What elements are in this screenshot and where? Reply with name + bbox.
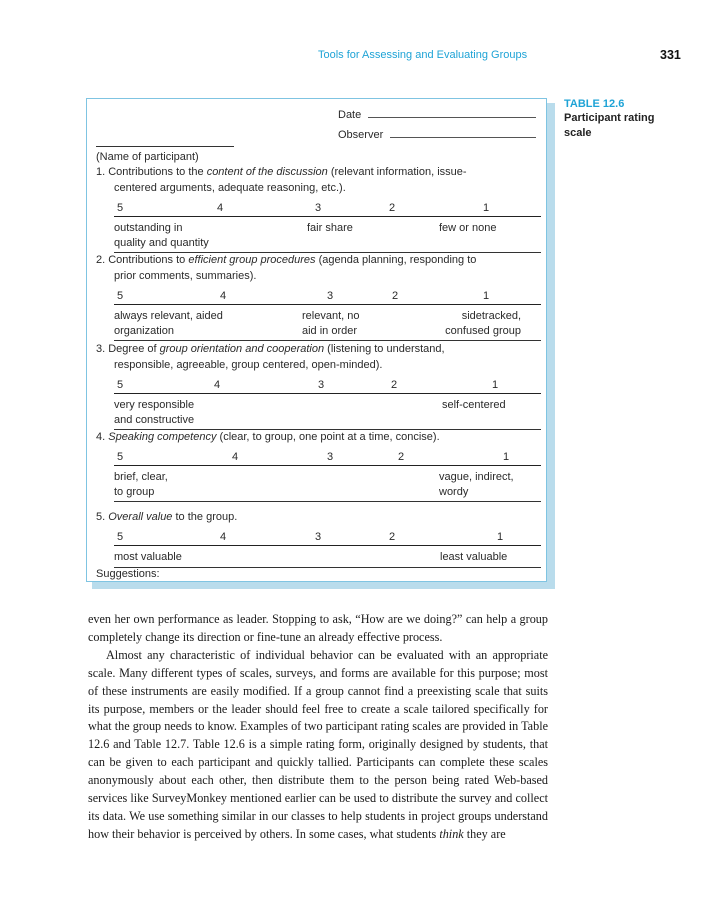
criterion-2-part: 2. Contributions to	[96, 254, 189, 266]
running-head: Tools for Assessing and Evaluating Groups	[318, 49, 528, 61]
criterion-3-scale-2: 2	[391, 379, 398, 391]
criterion-1-scale-4: 4	[217, 202, 224, 214]
criterion-1-scale-2: 2	[389, 202, 396, 214]
criterion-2-scale-2: 2	[392, 290, 399, 302]
criterion-5-scale-2: 2	[389, 531, 396, 543]
rating-form	[86, 98, 547, 582]
criterion-5-term: Overall value	[108, 511, 173, 523]
criterion-1-anchor-low: few or none	[439, 222, 497, 234]
criterion-4-text	[96, 430, 440, 444]
date-blank	[368, 110, 536, 118]
criterion-2-text-cont: prior comments, summaries).	[114, 270, 257, 282]
date-field	[338, 108, 536, 122]
body-text	[88, 611, 548, 844]
criterion-1-term: content of the discussion	[206, 166, 328, 178]
criterion-4-anchor-low: vague, indirect, wordy	[439, 471, 514, 498]
criterion-5-scale-5: 5	[117, 531, 124, 543]
criterion-1-anchor-high: outstanding in quality and quantity	[114, 222, 209, 249]
criterion-1-text	[96, 165, 467, 179]
criterion-2-scale-5: 5	[117, 290, 124, 302]
criterion-5-text	[96, 510, 237, 524]
criterion-1-scale-1: 1	[483, 202, 490, 214]
criterion-2-text	[96, 253, 476, 267]
name-blank	[96, 146, 234, 147]
criterion-3-anchor-high: very responsible and constructive	[114, 399, 195, 426]
criterion-3-scale-1: 1	[492, 379, 499, 391]
criterion-3-scale-3: 3	[318, 379, 325, 391]
table-label	[564, 97, 704, 141]
criterion-1-scale-line	[114, 216, 541, 217]
body-paragraph-2-end: they are	[463, 826, 506, 841]
body-paragraph-2-text: Almost any characteristic of individual behavior can be evaluated with an appropriate scale. Many different types of scales, surveys, and forms are available for this purpose; most of these instruments are easily modified. If a group cannot find a preexisting scale that suits its purpose, members or the leader should feel free to create a scale tailored specifically for what the group needs to know. Examples of two participant rating scales are provided in Table 12.6 and Table 12.7. Table 12.6 is a simple rating form, originally designed by students, that can be given to each participant and quickly tallied. Participants can complete these scales anonymously about each other, then distribute them to the person being rated Web-based services like SurveyMonkey mentioned earlier can be used to distribute the survey and collect its data. We use something similar in our classes to help students in project groups understand how their behavior is perceived by others. In some cases, what students	[88, 647, 548, 841]
criterion-2-anchor-mid: relevant, no aid in order	[302, 310, 360, 337]
criterion-2-term: efficient group procedures	[188, 254, 316, 266]
body-paragraph-1: even her own performance as leader. Stopping to ask, “How are we doing?” can help a group completely change its direction or fine-tune an already effective process.	[88, 612, 548, 644]
date-label: Date	[338, 109, 362, 121]
body-paragraph-2	[88, 647, 548, 844]
criterion-3-anchor-low: self-centered	[442, 399, 506, 411]
suggestions-label: Suggestions:	[96, 568, 160, 580]
criterion-3-scale-line	[114, 393, 541, 394]
criterion-4-part: 4.	[96, 431, 109, 443]
criterion-1-part: 1. Contributions to the	[96, 166, 207, 178]
criterion-3-scale-5: 5	[117, 379, 124, 391]
criterion-3-part: (listening to understand,	[324, 343, 445, 355]
page-number: 331	[660, 48, 681, 62]
criterion-5-bottom-line	[114, 567, 541, 568]
criterion-2-bottom-line	[114, 340, 541, 341]
criterion-5-scale-line	[114, 545, 541, 546]
criterion-2-scale-1: 1	[483, 290, 490, 302]
criterion-5-anchor-high: most valuable	[114, 551, 182, 563]
criterion-2-anchor-low: sidetracked, confused group	[445, 310, 521, 337]
criterion-2-scale-3: 3	[327, 290, 334, 302]
criterion-5-scale-1: 1	[497, 531, 504, 543]
body-emphasis: think	[439, 826, 464, 841]
criterion-4-bottom-line	[114, 501, 541, 502]
criterion-5-scale-4: 4	[220, 531, 227, 543]
criterion-1-text-cont: centered arguments, adequate reasoning, etc.).	[114, 182, 346, 194]
criterion-4-term: Speaking competency	[108, 431, 217, 443]
criterion-2-scale-4: 4	[220, 290, 227, 302]
criterion-4-part: (clear, to group, one point at a time, concise).	[216, 431, 440, 443]
criterion-3-term: group orientation and cooperation	[159, 343, 325, 355]
criterion-4-anchor-high: brief, clear, to group	[114, 471, 168, 498]
table-number: TABLE 12.6	[564, 98, 625, 110]
criterion-3-scale-4: 4	[214, 379, 221, 391]
criterion-3-text	[96, 342, 445, 356]
criterion-4-scale-4: 4	[232, 451, 239, 463]
criterion-5-part: 5.	[96, 511, 109, 523]
criterion-1-scale-3: 3	[315, 202, 322, 214]
criterion-5-part: to the group.	[172, 511, 238, 523]
criterion-5-anchor-low: least valuable	[440, 551, 508, 563]
criterion-4-scale-5: 5	[117, 451, 124, 463]
criterion-2-scale-line	[114, 304, 541, 305]
table-caption: Participant rating scale	[564, 112, 655, 139]
criterion-4-scale-3: 3	[327, 451, 334, 463]
criterion-2-anchor-high: always relevant, aided organization	[114, 310, 223, 337]
criterion-1-part: (relevant information, issue-	[327, 166, 467, 178]
criterion-3-text-cont: responsible, agreeable, group centered, open-minded).	[114, 359, 383, 371]
criterion-1-scale-5: 5	[117, 202, 124, 214]
criterion-4-scale-2: 2	[398, 451, 405, 463]
criterion-2-part: (agenda planning, responding to	[315, 254, 477, 266]
criterion-3-part: 3. Degree of	[96, 343, 160, 355]
observer-field	[338, 128, 536, 142]
criterion-4-scale-line	[114, 465, 541, 466]
criterion-5-scale-3: 3	[315, 531, 322, 543]
name-label: (Name of participant)	[96, 151, 199, 163]
criterion-4-scale-1: 1	[503, 451, 510, 463]
observer-label: Observer	[338, 129, 384, 141]
observer-blank	[390, 130, 536, 138]
criterion-1-anchor-mid: fair share	[307, 222, 353, 234]
